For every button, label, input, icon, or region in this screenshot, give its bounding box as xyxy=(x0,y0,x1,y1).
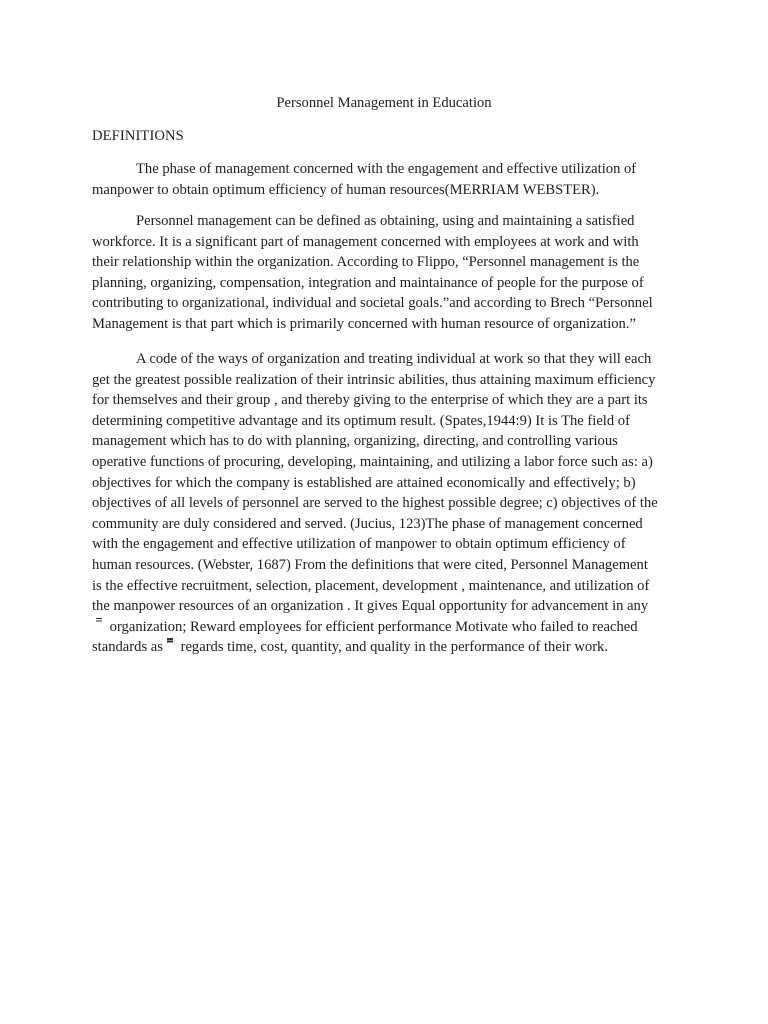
paragraph-line xyxy=(92,431,680,452)
paragraph-line xyxy=(92,514,680,535)
text-run: management which has to do with planning, organizing, directing, and controlling various xyxy=(92,433,618,450)
text-run: objectives for which the company is established are attained economically and effectively; b) xyxy=(92,474,636,491)
text-run: standards as xyxy=(92,639,163,656)
text-run: with the engagement and effective utilization of manpower to obtain optimum efficiency of xyxy=(92,536,626,553)
text-run: Management is that part which is primarily concerned with human resource of organization.” xyxy=(92,315,636,332)
symbol-glyph-icon xyxy=(163,637,177,649)
paragraph-line xyxy=(92,576,680,597)
paragraph-line xyxy=(92,411,680,432)
text-run: contributing to organizational, individual and societal goals.”and according to Brech “Personnel xyxy=(92,295,653,312)
paragraph-line xyxy=(92,596,680,617)
paragraph-line xyxy=(92,534,680,555)
text-run: organization; Reward employees for efficient performance Motivate who failed to reached xyxy=(106,618,638,635)
paragraph-line xyxy=(92,180,680,201)
text-run: workforce. It is a significant part of management concerned with employees at work and with xyxy=(92,233,639,250)
symbol-glyph-icon xyxy=(92,617,106,629)
paragraph-line xyxy=(92,159,680,180)
paragraph-line xyxy=(92,390,680,411)
paragraph-line xyxy=(92,555,680,576)
paragraph-line xyxy=(92,293,680,314)
paragraph-line xyxy=(92,617,680,638)
text-run: The phase of management concerned with the engagement and effective utilization of xyxy=(136,161,637,177)
text-run: the manpower resources of an organization . It gives Equal opportunity for advancement in any xyxy=(92,598,649,615)
text-run: operative functions of procuring, developing, maintaining, and utilizing a labor force such as: a) xyxy=(92,453,653,470)
paragraph-line xyxy=(92,252,680,273)
text-run: get the greatest possible realization of their intrinsic abilities, thus attaining maximum efficiency xyxy=(92,371,656,388)
text-run: their relationship within the organization. According to Flippo, “Personnel management is the xyxy=(92,254,640,271)
paragraph-line xyxy=(92,637,680,658)
paragraph-line xyxy=(92,493,680,514)
paragraph-line xyxy=(92,473,680,494)
paragraph-line xyxy=(92,211,680,232)
text-run: is the effective recruitment, selection, placement, development , maintenance, and utilization of xyxy=(92,577,650,594)
text-run: A code of the ways of organization and treating individual at work so that they will each xyxy=(136,351,652,367)
paragraph-line xyxy=(92,452,680,473)
section-heading: DEFINITIONS xyxy=(92,128,184,144)
paragraph-line xyxy=(92,349,680,370)
text-run: determining competitive advantage and its optimum result. (Spates,1944:9) It is The field of xyxy=(92,412,630,429)
paragraph-code-of-ways xyxy=(92,349,680,658)
text-run: manpower to obtain optimum efficiency of human resources(MERRIAM WEBSTER). xyxy=(92,181,600,198)
paragraph-line xyxy=(92,273,680,294)
text-run: planning, organizing, compensation, integration and maintainance of people for the purpose of xyxy=(92,274,644,291)
paragraph-line xyxy=(92,314,680,335)
text-run: community are duly considered and served. (Jucius, 123)The phase of management concerned xyxy=(92,515,643,532)
document-title: Personnel Management in Education xyxy=(276,95,492,111)
text-run: for themselves and their group , and thereby giving to the enterprise of which they are a part its xyxy=(92,392,648,409)
text-run: objectives of all levels of personnel are served to the highest possible degree; c) objectives of the xyxy=(92,495,658,512)
text-run: regards time, cost, quantity, and quality in the performance of their work. xyxy=(176,639,608,656)
paragraph-line xyxy=(92,370,680,391)
text-run: human resources. (Webster, 1687) From the definitions that were cited, Personnel Management xyxy=(92,556,648,573)
paragraph-merriam-webster xyxy=(92,159,680,200)
paragraph-line xyxy=(92,232,680,253)
text-run: Personnel management can be defined as obtaining, using and maintaining a satisfied xyxy=(136,213,635,229)
paragraph-flippo-brech xyxy=(92,211,680,335)
